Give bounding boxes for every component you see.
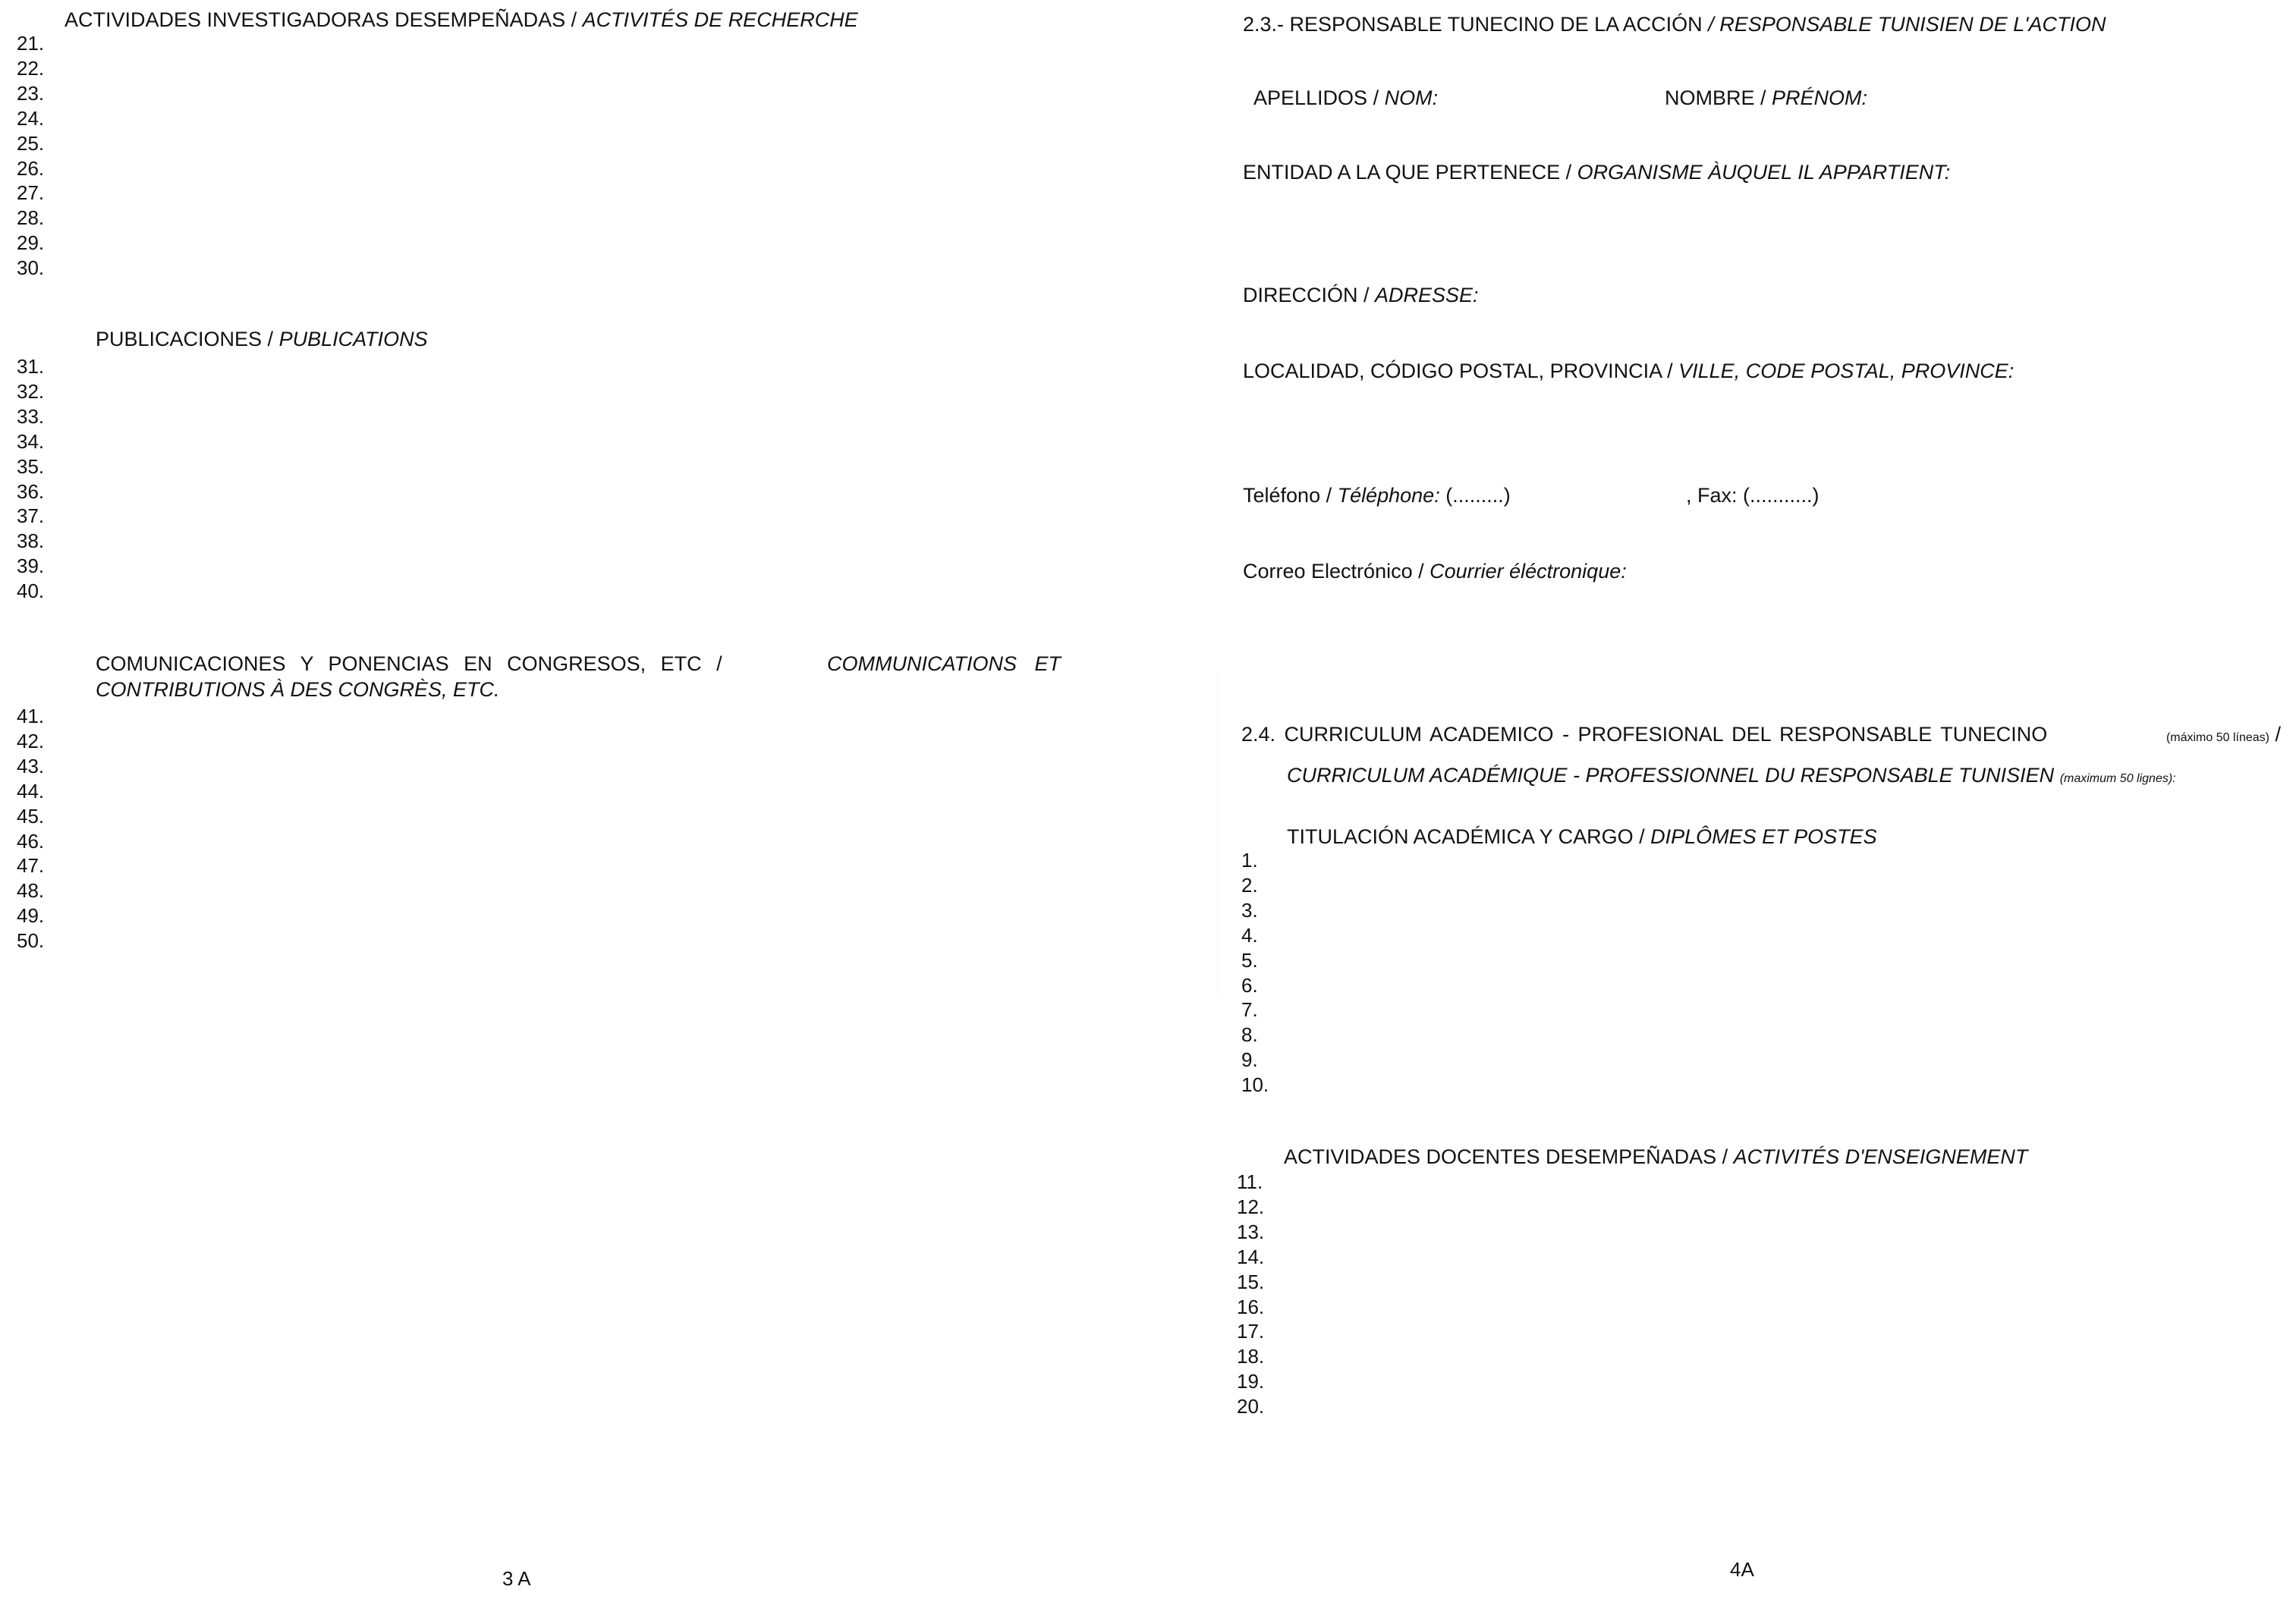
telefono-prefix-field[interactable]: (.........) [1445, 484, 1511, 507]
nombre-field[interactable] [1885, 106, 2281, 108]
list-number: 42. [17, 729, 45, 752]
list-number: 9. [1241, 1048, 1258, 1072]
list-number: 43. [17, 754, 45, 777]
list-number: 10. [1241, 1073, 1269, 1097]
section-2-4-heading-line2 [1287, 765, 2176, 786]
telefono-label [1243, 485, 1511, 506]
list-number: 21. [17, 32, 45, 55]
titulacion-heading-es: TITULACIÓN ACADÉMICA Y CARGO / [1287, 825, 1651, 848]
direccion-field[interactable] [1496, 305, 2281, 306]
localidad-field[interactable] [2061, 381, 2281, 382]
direccion-label-fr: ADRESSE: [1375, 284, 1479, 306]
list-number: 39. [17, 554, 45, 578]
correo-label [1243, 561, 1627, 582]
research-heading-fr: ACTIVITÉS DE RECHERCHE [582, 8, 858, 31]
list-number: 45. [17, 804, 45, 828]
list-number: 38. [17, 529, 45, 553]
fax-prefix-field[interactable]: (...........) [1743, 484, 1820, 507]
telefono-label-fr: Téléphone: [1337, 484, 1440, 507]
list-number: 40. [17, 580, 45, 603]
correo-field[interactable] [1654, 581, 2281, 583]
section-2-4-heading-es: 2.4. CURRICULUM ACADEMICO - PROFESIONAL DEL RESPONSABLE TUNECINO [1241, 723, 2048, 746]
list-number: 4. [1241, 923, 1258, 947]
direccion-label [1243, 285, 1479, 306]
telefono-label-es: Teléfono / [1243, 484, 1338, 507]
list-number: 11. [1237, 1170, 1263, 1193]
list-number: 1. [1241, 849, 1258, 872]
list-number: 34. [17, 429, 45, 453]
list-number: 3. [1241, 898, 1258, 922]
page-fold-divider [1217, 675, 1218, 994]
page-number-right: 4A [1730, 1558, 1754, 1581]
research-heading-es: ACTIVIDADES INVESTIGADORAS DESEMPEÑADAS / [64, 8, 583, 31]
localidad-label-fr: VILLE, CODE POSTAL, PROVINCE: [1678, 360, 2015, 382]
section-2-4-heading-line1 [1241, 724, 2281, 745]
list-number: 20. [1237, 1395, 1265, 1418]
localidad-field-line2[interactable] [1244, 429, 2281, 431]
direccion-label-es: DIRECCIÓN / [1243, 284, 1376, 306]
list-number: 19. [1237, 1370, 1265, 1393]
list-number: 44. [17, 779, 45, 803]
docentes-heading [1284, 1147, 2027, 1167]
section-2-3-heading-es: 2.3.- RESPONSABLE TUNECINO DE LA ACCIÓN [1243, 13, 1709, 36]
list-number: 50. [17, 929, 45, 953]
page-number-left: 3 A [502, 1567, 531, 1590]
entidad-field-line2[interactable] [1244, 229, 2281, 231]
fax-label [1686, 485, 1820, 506]
correo-label-fr: Courrier éléctronique: [1429, 560, 1627, 583]
correo-label-es: Correo Electrónico / [1243, 560, 1430, 583]
list-number: 30. [17, 256, 45, 280]
docentes-heading-fr: ACTIVITÉS D'ENSEIGNEMENT [1733, 1145, 2028, 1168]
nombre-label-fr: PRÉNOM: [1772, 86, 1868, 109]
apellidos-label [1253, 88, 1438, 108]
nombre-label-es: NOMBRE / [1665, 86, 1772, 109]
list-number: 22. [17, 56, 45, 80]
list-number: 25. [17, 131, 45, 155]
list-number: 24. [17, 106, 45, 130]
apellidos-label-es: APELLIDOS / [1253, 86, 1385, 109]
section-2-4-separator: / [2269, 723, 2281, 746]
fax-label-text: , Fax: [1686, 484, 1744, 507]
fax-field[interactable] [1847, 504, 2281, 505]
localidad-label-es: LOCALIDAD, CÓDIGO POSTAL, PROVINCIA / [1243, 360, 1679, 382]
list-number: 47. [17, 854, 45, 878]
list-number: 46. [17, 829, 45, 853]
entidad-label [1243, 162, 1950, 183]
apellidos-field[interactable] [1455, 106, 1653, 108]
localidad-label [1243, 361, 2014, 382]
list-number: 12. [1237, 1195, 1265, 1218]
list-number: 14. [1237, 1245, 1265, 1268]
list-number: 28. [17, 206, 45, 230]
list-number: 2. [1241, 873, 1258, 897]
section-2-4-heading-fr: CURRICULUM ACADÉMIQUE - PROFESSIONNEL DU RESPONSABLE TUNISIEN [1287, 764, 2055, 787]
list-number: 26. [17, 156, 45, 180]
list-number: 31. [17, 355, 45, 378]
apellidos-label-fr: NOM: [1384, 86, 1439, 109]
publications-heading-fr: PUBLICATIONS [278, 328, 428, 350]
list-number: 8. [1241, 1023, 1258, 1047]
list-number: 33. [17, 404, 45, 428]
section-2-4-limit-fr: (maximum 50 lignes): [2059, 772, 2176, 785]
communications-heading-es: COMUNICACIONES Y PONENCIAS EN CONGRESOS, ETC / [96, 652, 722, 675]
entidad-label-fr: ORGANISME ÀUQUEL IL APPARTIENT: [1577, 161, 1951, 184]
list-number: 37. [17, 504, 45, 528]
list-number: 29. [17, 231, 45, 255]
list-number: 5. [1241, 948, 1258, 972]
list-number: 15. [1237, 1270, 1265, 1293]
list-number: 17. [1237, 1320, 1265, 1343]
research-heading [64, 10, 858, 30]
list-number: 41. [17, 705, 45, 727]
list-number: 13. [1237, 1220, 1265, 1243]
nombre-label [1665, 88, 1867, 108]
list-number: 36. [17, 479, 45, 503]
list-number: 6. [1241, 973, 1258, 997]
list-number: 18. [1237, 1345, 1265, 1368]
list-number: 49. [17, 904, 45, 928]
titulacion-heading [1287, 827, 1877, 847]
list-number: 48. [17, 879, 45, 903]
list-number: 23. [17, 81, 45, 105]
list-number: 27. [17, 181, 45, 205]
section-2-3-heading-fr: / RESPONSABLE TUNISIEN DE L'ACTION [1708, 13, 2106, 36]
section-2-4-limit-es: (máximo 50 líneas) [2165, 731, 2269, 744]
telefono-field[interactable] [1558, 504, 1686, 505]
communications-heading-line1 [96, 654, 1061, 674]
entidad-field[interactable] [1988, 181, 2281, 182]
publications-heading-es: PUBLICACIONES / [96, 328, 279, 350]
communications-heading-line2: CONTRIBUTIONS À DES CONGRÈS, ETC. [96, 678, 500, 701]
communications-heading-fr: COMMUNICATIONS ET [827, 652, 1061, 675]
list-number: 7. [1241, 998, 1258, 1022]
docentes-heading-es: ACTIVIDADES DOCENTES DESEMPEÑADAS / [1284, 1145, 1734, 1168]
list-number: 32. [17, 379, 45, 403]
section-2-3-heading [1243, 14, 2106, 35]
list-number: 16. [1237, 1295, 1265, 1318]
titulacion-heading-fr: DIPLÔMES ET POSTES [1650, 825, 1877, 848]
list-number: 35. [17, 454, 45, 478]
entidad-label-es: ENTIDAD A LA QUE PERTENECE / [1243, 161, 1577, 184]
publications-heading [96, 329, 428, 350]
